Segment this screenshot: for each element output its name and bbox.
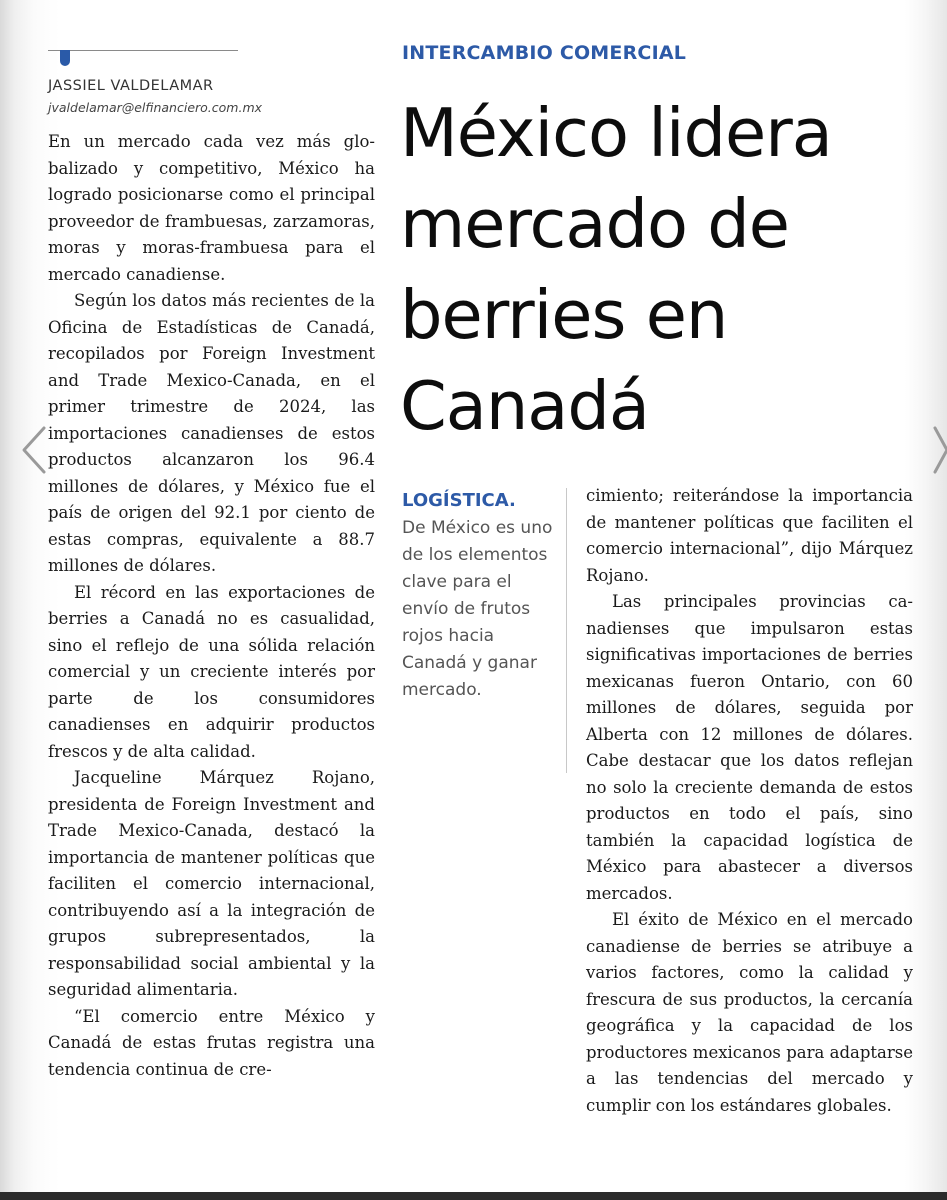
section-kicker: INTERCAMBIO COMERCIAL — [402, 42, 687, 64]
caption-body: De México es uno de los elementos clave para el envío de frutos rojos hacia Canadá y ganar mercado. — [402, 518, 553, 700]
byline-rule — [48, 50, 238, 51]
paragraph: Según los datos más recientes de la Oficina de Estadísticas de Canadá, recopilados por Foreign Investment and Trade Mexico-Canada, en el primer trimestre de 2024, las importaciones canadienses de estos productos alcanzaron los 96.4 millones de dólares, y México fue el país de origen del 92.1 por ciento de estas compras, equivalente a 88.7 millones de dólares. — [48, 291, 375, 575]
photo-caption — [402, 487, 562, 704]
caption-heading: LOGÍSTICA. — [402, 490, 516, 511]
paragraph: Las principales provincias canadienses que impulsaron estas significativas importaciones de berries mexicanas fueron Ontario, con 60 millones de dólares, seguida por Alberta con 12 millones de dólares. Cabe destacar que los datos reflejan no solo la creciente demanda de estos productos en todo el país, sino también la capacidad logística de México para abastecer a diversos mercados. — [586, 592, 913, 903]
article-column-2 — [586, 483, 913, 1119]
paragraph: “El comercio entre México y Canadá de estas frutas registra una tendencia continua de cre- — [48, 1006, 375, 1079]
author-marker — [60, 50, 70, 66]
chevron-left-icon[interactable] — [14, 420, 54, 480]
bottom-rule — [0, 1192, 947, 1200]
paragraph: El récord en las exportaciones de berries a Canadá no es casualidad, sino el reflejo de una sólida relación comercial y un creciente interés por parte de los consumidores canadienses en adquirir productos frescos y de alta calidad. — [48, 582, 375, 761]
chevron-right-icon[interactable] — [925, 420, 947, 480]
author-email: jvaldelamar@elfinanciero.com.mx — [48, 100, 263, 115]
paragraph: El éxito de México en el mercado canadiense de berries se atribuye a varios factores, como la calidad y frescura de sus productos, la cercanía geográfica y la capacidad de los productores mexicanos para adaptarse a las tendencias del mercado y cumplir con los estándares globales. — [586, 910, 913, 1115]
headline: México lidera mercado de berries en Canadá — [400, 94, 832, 445]
paragraph: Jacqueline Márquez Rojano, presidenta de Foreign Investment and Trade Mexico-Canada, destacó la importancia de mantener políticas que faciliten el comercio internacional, contribuyendo así a la integración de grupos subrepresentados, la responsabilidad social ambiental y la seguridad alimentaria. — [48, 768, 375, 999]
paragraph: En un mercado cada vez más globalizado y competitivo, México ha logrado posicionarse como el principal proveedor de frambuesas, zarzamoras, moras y moras-frambuesa para el mercado canadiense. — [48, 132, 375, 284]
column-divider — [566, 488, 567, 773]
author-name: JASSIEL VALDELAMAR — [48, 78, 214, 94]
article-column-1 — [48, 129, 375, 1083]
paragraph: cimiento; reiterándose la importancia de mantener políticas que faciliten el comercio internacional”, dijo Márquez Rojano. — [586, 486, 913, 585]
